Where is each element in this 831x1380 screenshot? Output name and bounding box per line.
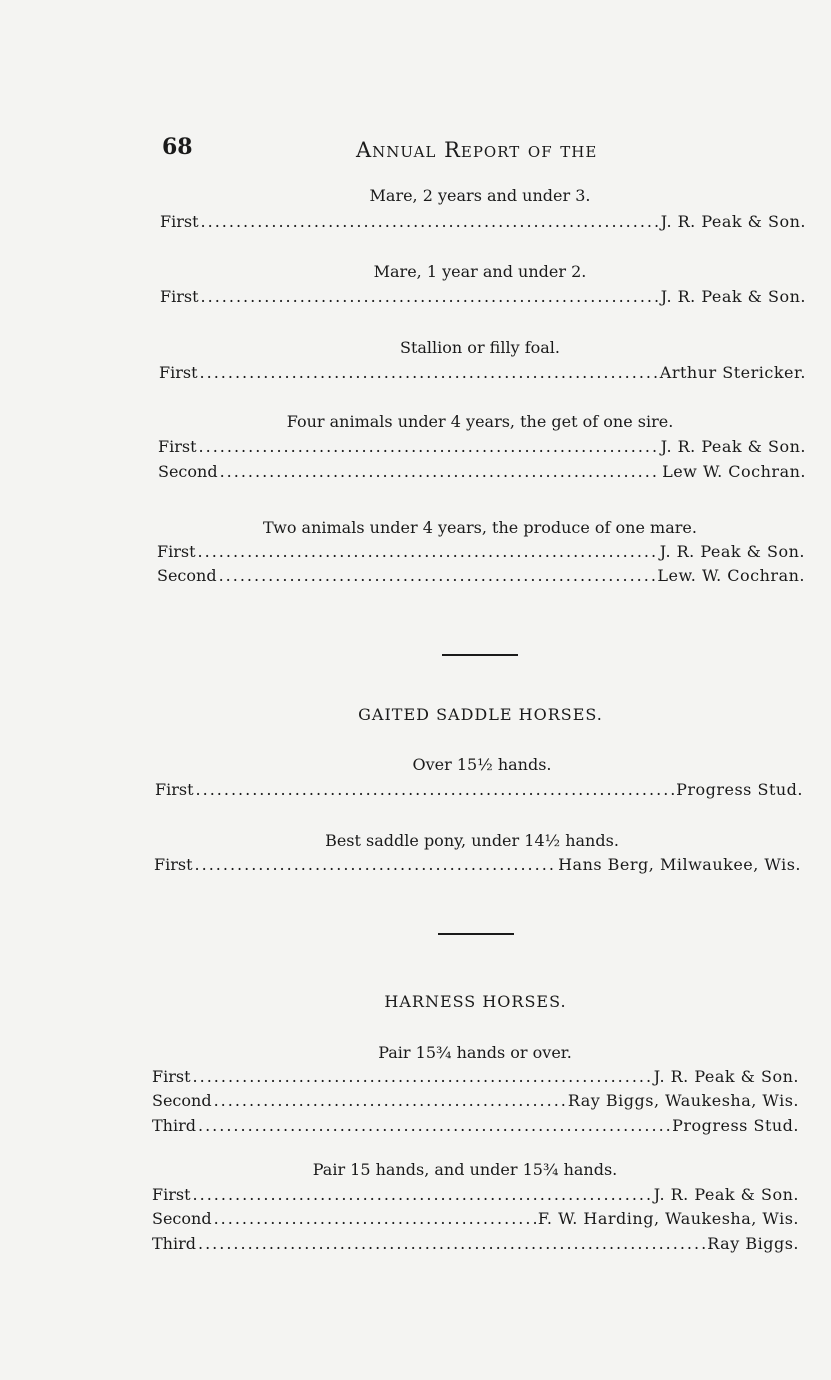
dot-leader [220, 462, 661, 481]
dot-leader [195, 855, 557, 874]
class-heading: Two animals under 4 years, the produce of one mare. [263, 518, 697, 537]
award-place: First [157, 542, 196, 561]
dot-leader [198, 542, 658, 561]
class-heading: Stallion or filly foal. [400, 338, 560, 357]
dot-leader [201, 212, 659, 231]
dot-leader [193, 1185, 652, 1204]
dot-leader [196, 780, 675, 799]
award-entry [160, 287, 806, 306]
award-entry [158, 462, 806, 481]
award-place: First [160, 287, 199, 306]
award-place: Third [152, 1116, 196, 1135]
award-winner: J. R. Peak & Son. [653, 1067, 799, 1086]
award-winner: Lew W. Cochran. [662, 462, 806, 481]
award-winner: J. R. Peak & Son. [660, 212, 806, 231]
award-entry [157, 542, 805, 561]
award-place: First [152, 1185, 191, 1204]
dot-leader [219, 566, 656, 585]
award-place: First [160, 212, 199, 231]
award-winner: Ray Biggs, Waukesha, Wis. [567, 1091, 799, 1110]
award-winner: J. R. Peak & Son. [659, 542, 805, 561]
award-entry [157, 566, 805, 585]
award-entry [160, 212, 806, 231]
section-heading: GAITED SADDLE HORSES. [358, 705, 603, 724]
award-entry [152, 1209, 799, 1228]
award-place: Third [152, 1234, 196, 1253]
dot-leader [214, 1091, 566, 1110]
dot-leader [198, 1116, 670, 1135]
award-place: First [152, 1067, 191, 1086]
award-winner: F. W. Harding, Waukesha, Wis. [537, 1209, 799, 1228]
section-divider [438, 933, 514, 935]
award-place: Second [157, 566, 217, 585]
award-entry [158, 437, 806, 456]
dot-leader [214, 1209, 536, 1228]
section-heading: HARNESS HORSES. [384, 992, 567, 1011]
section-divider [442, 654, 518, 656]
award-entry [152, 1185, 799, 1204]
award-winner: Ray Biggs. [707, 1234, 799, 1253]
award-winner: J. R. Peak & Son. [653, 1185, 799, 1204]
award-place: Second [152, 1209, 212, 1228]
dot-leader [193, 1067, 652, 1086]
dot-leader [198, 1234, 705, 1253]
award-entry [155, 780, 803, 799]
class-heading: Best saddle pony, under 14½ hands. [325, 831, 619, 850]
award-place: First [158, 437, 197, 456]
award-winner: Progress Stud. [676, 780, 803, 799]
award-winner: Arthur Stericker. [659, 363, 806, 382]
award-winner: J. R. Peak & Son. [660, 287, 806, 306]
award-place: First [159, 363, 198, 382]
class-heading: Pair 15¾ hands or over. [378, 1043, 572, 1062]
award-entry [152, 1091, 799, 1110]
dot-leader [200, 363, 658, 382]
award-entry [152, 1116, 799, 1135]
dot-leader [199, 437, 659, 456]
class-heading: Mare, 1 year and under 2. [373, 262, 587, 281]
award-entry [154, 855, 801, 874]
award-winner: Lew. W. Cochran. [657, 566, 805, 585]
award-winner: J. R. Peak & Son. [660, 437, 806, 456]
class-heading: Mare, 2 years and under 3. [369, 186, 591, 205]
running-title: Annual Report of the [356, 138, 598, 162]
award-entry [159, 363, 806, 382]
dot-leader [201, 287, 659, 306]
award-place: Second [158, 462, 218, 481]
class-heading: Pair 15 hands, and under 15¾ hands. [312, 1160, 618, 1179]
award-winner: Hans Berg, Milwaukee, Wis. [558, 855, 801, 874]
award-place: First [155, 780, 194, 799]
class-heading: Over 15½ hands. [412, 755, 552, 774]
class-heading: Four animals under 4 years, the get of one sire. [286, 412, 674, 431]
award-entry [152, 1234, 799, 1253]
award-winner: Progress Stud. [672, 1116, 799, 1135]
award-entry [152, 1067, 799, 1086]
page-number: 68 [162, 134, 193, 160]
award-place: Second [152, 1091, 212, 1110]
award-place: First [154, 855, 193, 874]
